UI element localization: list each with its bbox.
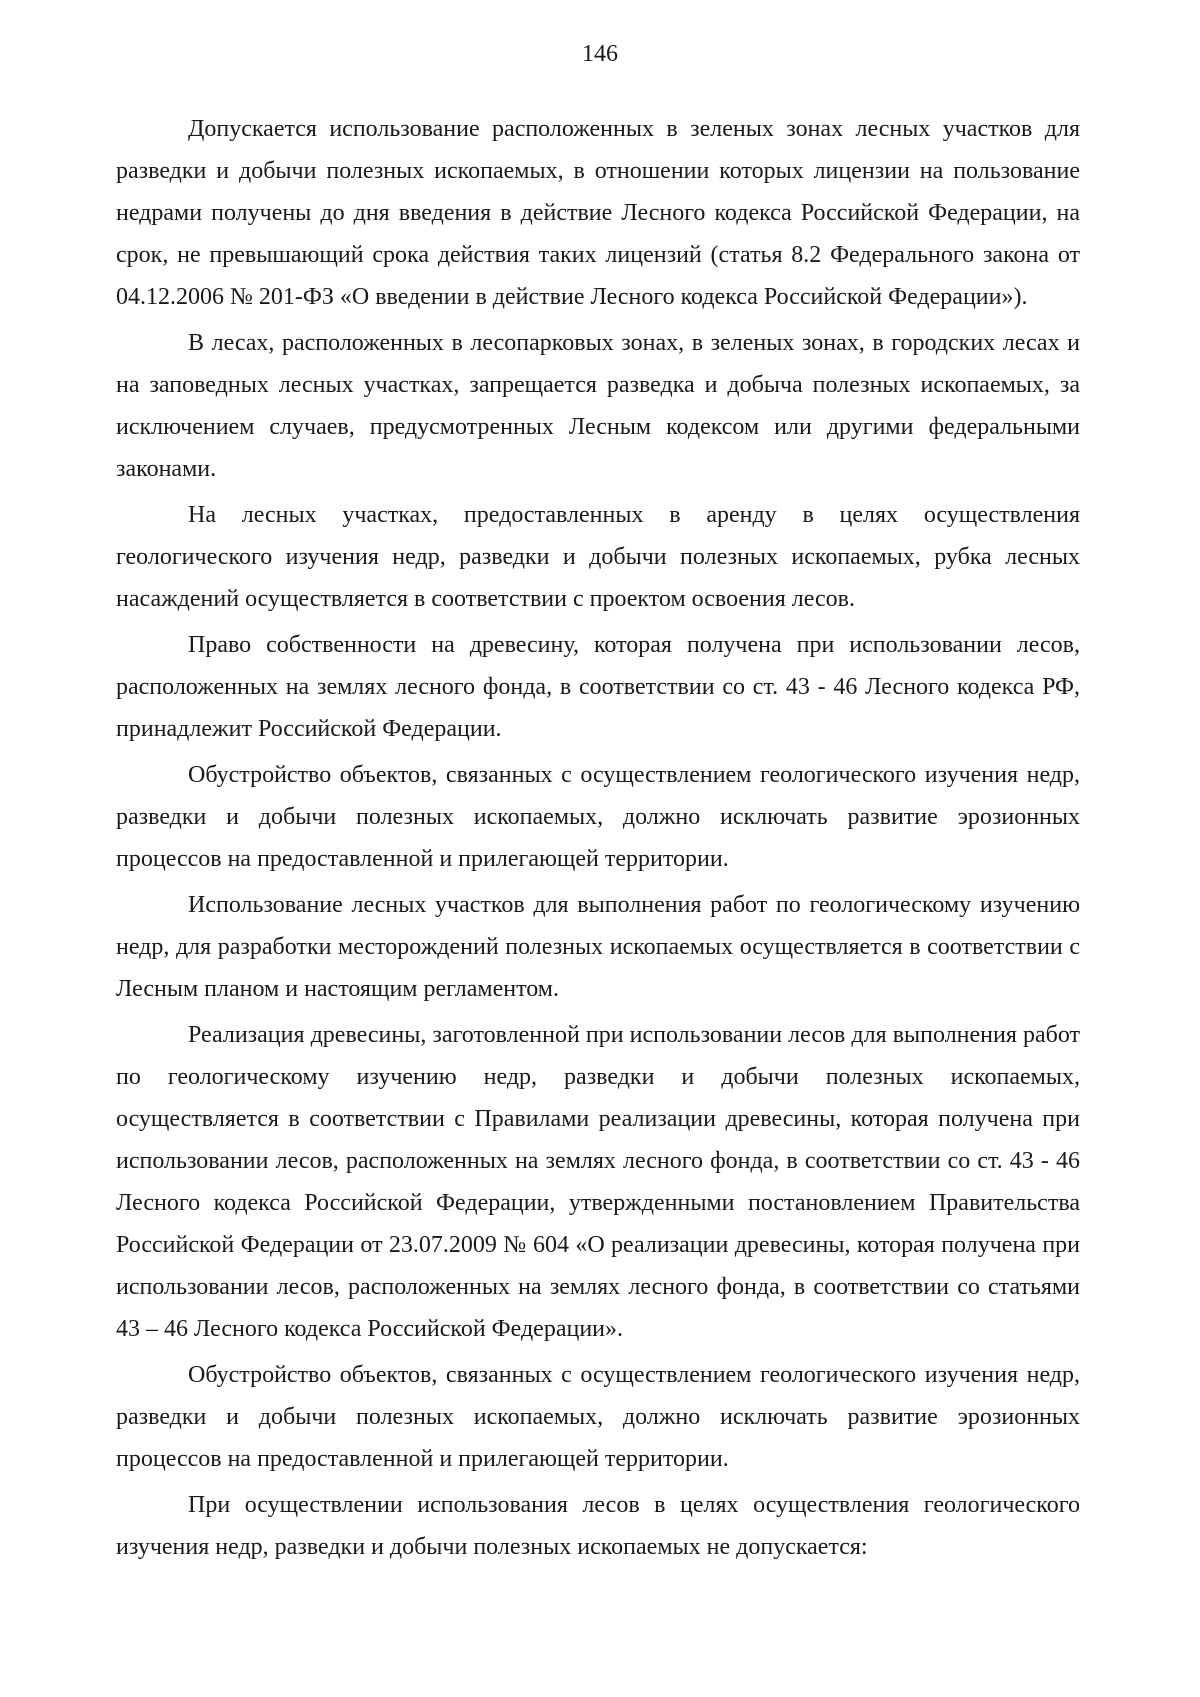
paragraph: Обустройство объектов, связанных с осуществлением геологического изучения недр, разведки и добычи полезных ископаемых, должно исключать развитие эрозионных процессов на предоставленной и прилегающей территории. (116, 762, 1080, 872)
paragraph: Обустройство объектов, связанных с осуществлением геологического изучения недр, разведки и добычи полезных ископаемых, должно исключать развитие эрозионных процессов на предоставленной и прилегающей территории. (116, 1362, 1080, 1472)
paragraph: В лесах, расположенных в лесопарковых зонах, в зеленых зонах, в городских лесах и на заповедных лесных участках, запрещается разведка и добыча полезных ископаемых, за исключением случаев, предусмотренных Лесным кодексом или другими федеральными законами. (116, 330, 1080, 482)
paragraph: Право собственности на древесину, которая получена при использовании лесов, расположенных на землях лесного фонда, в соответствии со ст. 43 - 46 Лесного кодекса РФ, принадлежит Российской Федерации. (116, 632, 1080, 742)
paragraph: Реализация древесины, заготовленной при использовании лесов для выполнения работ по геологическому изучению недр, разведки и добычи полезных ископаемых, осуществляется в соответствии с Правилами реализации древесины, которая получена при использовании лесов, расположенных на землях лесного фонда, в соответствии со ст. 43 - 46 Лесного кодекса Российской Федерации, утвержденными постановлением Правительства Российской Федерации от 23.07.2009 № 604 «О реализации древесины, которая получена при использовании лесов, расположенных на землях лесного фонда, в соответствии со статьями 43 – 46 Лесного кодекса Российской Федерации». (116, 1022, 1080, 1342)
paragraph: При осуществлении использования лесов в целях осуществления геологического изучения недр, разведки и добычи полезных ископаемых не допускается: (116, 1492, 1080, 1560)
paragraph: На лесных участках, предоставленных в аренду в целях осуществления геологического изучения недр, разведки и добычи полезных ископаемых, рубка лесных насаждений осуществляется в соответствии с проектом освоения лесов. (116, 502, 1080, 612)
page-number: 146 (582, 41, 618, 67)
document-body (116, 108, 1080, 1572)
paragraph: Допускается использование расположенных в зеленых зонах лесных участков для разведки и добычи полезных ископаемых, в отношении которых лицензии на пользование недрами получены до дня введения в действие Лесного кодекса Российской Федерации, на срок, не превышающий срока действия таких лицензий (статья 8.2 Федерального закона от 04.12.2006 № 201-ФЗ «О введении в действие Лесного кодекса Российской Федерации»). (116, 116, 1080, 310)
paragraph: Использование лесных участков для выполнения работ по геологическому изучению недр, для разработки месторождений полезных ископаемых осуществляется в соответствии с Лесным планом и настоящим регламентом. (116, 892, 1080, 1002)
